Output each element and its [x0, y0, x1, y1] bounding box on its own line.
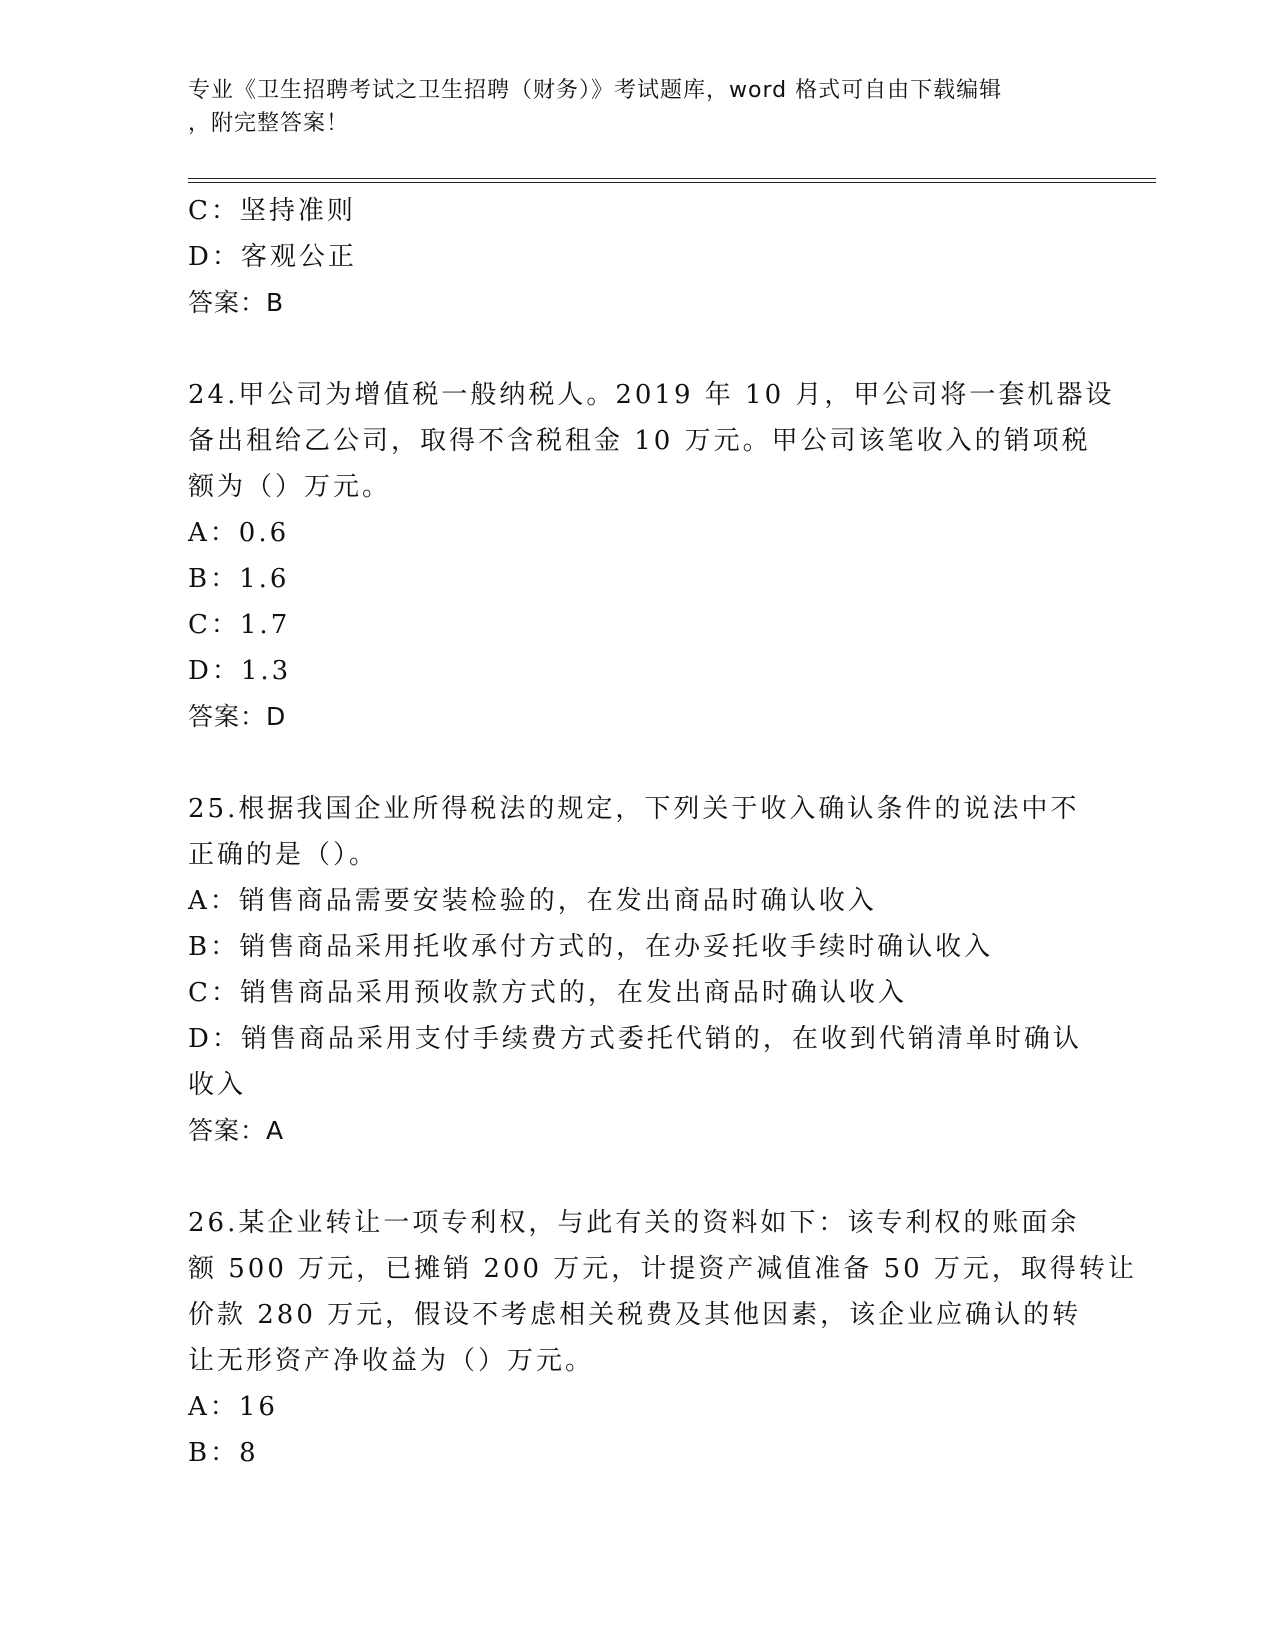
- question-24: [188, 372, 1115, 740]
- header-title-line-1: 专业《卫生招聘考试之卫生招聘（财务）》考试题库，word 格式可自由下载编辑: [188, 78, 1003, 103]
- header-divider: [188, 178, 1156, 183]
- question-stem: 26.某企业转让一项专利权，与此有关的资料如下：该专利权的账面余: [188, 1208, 1080, 1238]
- question-stem: 25.根据我国企业所得税法的规定，下列关于收入确认条件的说法中不: [188, 794, 1080, 824]
- option-d: D：1.3: [188, 656, 292, 686]
- page-header: [188, 74, 1088, 140]
- option-d: D：销售商品采用支付手续费方式委托代销的，在收到代销清单时确认: [188, 1024, 1082, 1054]
- answer: 答案：A: [188, 1116, 285, 1145]
- option-b: B：1.6: [188, 564, 290, 594]
- question-stem: 价款 280 万元，假设不考虑相关税费及其他因素，该企业应确认的转: [188, 1300, 1082, 1330]
- question-stem: 额为（）万元。: [188, 472, 392, 502]
- option-a: A：0.6: [188, 518, 290, 548]
- answer: 答案：B: [188, 288, 285, 317]
- question-26: [188, 1200, 1137, 1476]
- question-stem: 额 500 万元，已摊销 200 万元，计提资产减值准备 50 万元，取得转让: [188, 1254, 1137, 1284]
- answer: 答案：D: [188, 702, 287, 731]
- option-a: A：销售商品需要安装检验的，在发出商品时确认收入: [188, 886, 877, 916]
- question-list: [188, 188, 1137, 1476]
- option-c: C：坚持准则: [188, 196, 356, 226]
- question-23-tail: [188, 188, 1088, 326]
- question-25: [188, 786, 1088, 1154]
- spacer: [188, 1154, 1088, 1200]
- spacer: [188, 740, 1088, 786]
- question-stem: 正确的是（）。: [188, 840, 379, 870]
- question-stem: 让无形资产净收益为（）万元。: [188, 1346, 595, 1376]
- header-title-line-2: ，附完整答案！: [188, 111, 350, 136]
- option-d-continued: 收入: [188, 1070, 247, 1100]
- option-b: B：8: [188, 1438, 259, 1468]
- option-a: A：16: [188, 1392, 278, 1422]
- spacer: [188, 326, 1088, 372]
- question-stem: 24.甲公司为增值税一般纳税人。2019 年 10 月，甲公司将一套机器设: [188, 380, 1115, 410]
- option-d: D：客观公正: [188, 242, 357, 272]
- option-c: C：销售商品采用预收款方式的，在发出商品时确认收入: [188, 978, 907, 1008]
- option-b: B：销售商品采用托收承付方式的，在办妥托收手续时确认收入: [188, 932, 994, 962]
- option-c: C：1.7: [188, 610, 291, 640]
- question-stem: 备出租给乙公司，取得不含税租金 10 万元。甲公司该笔收入的销项税: [188, 426, 1091, 456]
